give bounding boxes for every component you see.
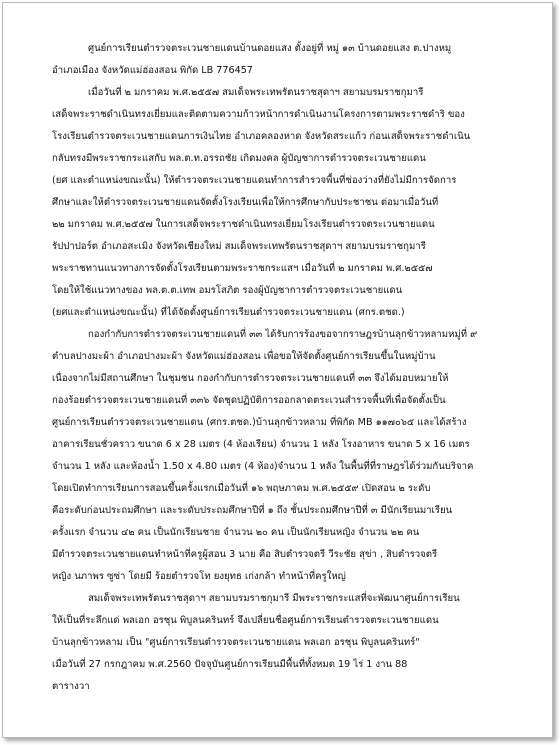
text-line: คือระดับก่อนประถมศึกษา และระดับประถมศึกษาปีที่ ๑ ถึง ชั้นประถมศึกษาปีที่ ๓ มีนักเรียนมาเรียน — [52, 505, 453, 516]
text-line: จำนวน 1 หลัง และห้องน้ำ 1.50 x 4.80 เมตร (4 ห้อง)จำนวน 1 หลัง ในพื้นที่ที่ราษฎรได้ร่วมกันบริจาค — [52, 461, 474, 472]
text-line: หญิง นภาพร ซูซ่า โดยมี ร้อยตำรวจโท ยงยุทธ เก่งกล้า ทำหน้าที่ครูใหญ่ — [52, 571, 346, 582]
text-line: อาคารเรียนชั่วคราว ขนาด 6 x 28 เมตร (4 ห้องเรียน) จำนวน 1 หลัง โรงอาหาร ขนาด 5 x 16 เมตร — [52, 439, 470, 450]
text-line: ศูนย์การเรียนตำรวจตระเวนชายแดนบ้านดอยแสง ตั้งอยู่ที่ หมู่ ๑๓ บ้านดอยแสง ต.ปางหมู — [88, 43, 452, 54]
text-line: บ้านลุกข้าวหลาม เป็น "ศูนย์การเรียนตำรวจตระเวนชายแดน พลเอก อรชุน พิบูลนครินทร์" — [52, 637, 420, 648]
text-line: ๒๒ มกราคม พ.ศ.๒๕๕๗ ในการเสด็จพระราชดำเนินทรงเยี่ยมโรงเรียนตำรวจตระเวนชายแดน — [52, 219, 435, 230]
paragraph-royal-visit — [52, 82, 522, 324]
paragraph-school-founding — [52, 324, 522, 588]
text-line: กองกำกับการตำรวจตระเวนชายแดนที่ ๓๓ ได้รับการร้องขอจากราษฎรบ้านลุกข้าวหลามหมู่ที่ ๙ — [88, 329, 478, 340]
text-line: โดยให้ใช้แนวทางของ พล.ต.ต.เทพ อมรโสภิต รองผู้บัญชาการตำรวจตระเวนชายแดน — [52, 285, 403, 296]
text-line: พระราชทานแนวทางการจัดตั้งโรงเรียนตามพระราชกระแสฯ เมื่อวันที่ ๒ มกราคม พ.ศ.๒๕๕๗ — [52, 263, 433, 274]
text-line: ให้เป็นที่ระลึกแด่ พลเอก อรชุน พิบูลนครินทร์ จึงเปลี่ยนชื่อศูนย์การเรียนตำรวจตระเวนชายแดน — [52, 615, 439, 626]
text-line: โดยเปิดทำการเรียนการสอนขึ้นครั้งแรกเมื่อวันที่ ๑๖ พฤษภาคม พ.ศ.๒๕๕๙ เปิดสอน ๒ ระดับ — [52, 483, 431, 494]
text-line: กลับทรงมีพระราชกระแสกับ พล.ต.ท.อรรถชัย เกิดมงคล ผู้บัญชาการตำรวจตระเวนชายแดน — [52, 153, 426, 164]
text-line: สมเด็จพระเทพรัตนราชสุดาฯ สยามบรมราชกุมารี มีพระราชกระแสที่จะพัฒนาศูนย์การเรียน — [88, 593, 460, 604]
text-line: โรงเรียนตำรวจตระเวนชายแดนการเงินไทย อำเภอคลองหาด จังหวัดสระแก้ว ก่อนเสด็จพระราชดำเนิน — [52, 131, 471, 142]
document-body — [52, 38, 522, 698]
text-line: กองร้อยตำรวจตระเวนชายแดนที่ ๓๓๖ จัดชุดปฏิบัติการออกลาดตระเวนสำรวจพื้นที่เพื่อจัดตั้งเป็น — [52, 395, 446, 406]
text-line: ตารางวา — [52, 681, 90, 692]
paragraph-renaming — [52, 588, 522, 698]
text-line: เมื่อวันที่ ๒ มกราคม พ.ศ.๒๕๕๗ สมเด็จพระเทพรัตนราชสุดาฯ สยามบรมราชกุมารี — [88, 87, 424, 98]
text-line: อำเภอเมือง จังหวัดแม่ฮ่องสอน พิกัด LB 776457 — [52, 65, 253, 76]
text-line: รัปปาปอร์ต อำเภอสะเมิง จังหวัดเชียงใหม่ สมเด็จพระเทพรัตนราชสุดาฯ สยามบรมราชกุมารี — [52, 241, 426, 252]
text-line: มีตำรวจตระเวนชายแดนทำหน้าที่ครูผู้สอน 3 นาย คือ สิบตำรวจตรี วีระชัย สุข่า , สิบตำรวจตรี — [52, 549, 438, 560]
text-line: เมื่อวันที่ 27 กรกฎาคม พ.ศ.2560 ปัจจุบันศูนย์การเรียนมีพื้นที่ทั้งหมด 19 ไร่ 1 งาน 88 — [52, 659, 408, 670]
text-line: เสด็จพระราชดำเนินทรงเยี่ยมและติดตามความก้าวหน้าการดำเนินงานโครงการตามพระราชดำริ ของ — [52, 109, 465, 120]
text-line: ครั้งแรก จำนวน ๔๒ คน เป็นนักเรียนชาย จำนวน ๒๐ คน เป็นนักเรียนหญิง จำนวน ๒๒ คน — [52, 527, 420, 538]
text-line: เนื่องจากไม่มีสถานศึกษา ในชุมชน กองกำกับการตำรวจตระเวนชายแดนที่ ๓๓ จึงได้มอบหมายให้ — [52, 373, 449, 384]
text-line: (ยศ และตำแหน่งขณะนั้น) ให้ตำรวจตระเวนชายแดนทำการสำรวจพื้นที่ช่องว่างที่ยังไม่มีการจัดการ — [52, 175, 457, 186]
text-line: (ยศและตำแหน่งขณะนั้น) ที่ได้จัดตั้งศูนย์การเรียนตำรวจตระเวนชายแดน (ศกร.ตชด.) — [52, 307, 405, 318]
text-line: ศึกษาและให้ตำรวจตระเวนชายแดนจัดตั้งโรงเรียนเพื่อให้การศึกษากับประชาชน ต่อมาเมื่อวันที่ — [52, 197, 439, 208]
text-line: ตำบลปางมะผ้า อำเภอปางมะผ้า จังหวัดแม่ฮ่องสอน เพื่อขอให้จัดตั้งศูนย์การเรียนขึ้นในหมู่บ้าน — [52, 351, 436, 362]
paragraph-location — [52, 38, 522, 82]
text-line: ศูนย์การเรียนตำรวจตระเวนชายแดน (ศกร.ตชด.)บ้านลุกข้าวหลาม ที่พิกัด MB ๑๑๗๐๖๕ และได้สร้าง — [52, 417, 467, 428]
